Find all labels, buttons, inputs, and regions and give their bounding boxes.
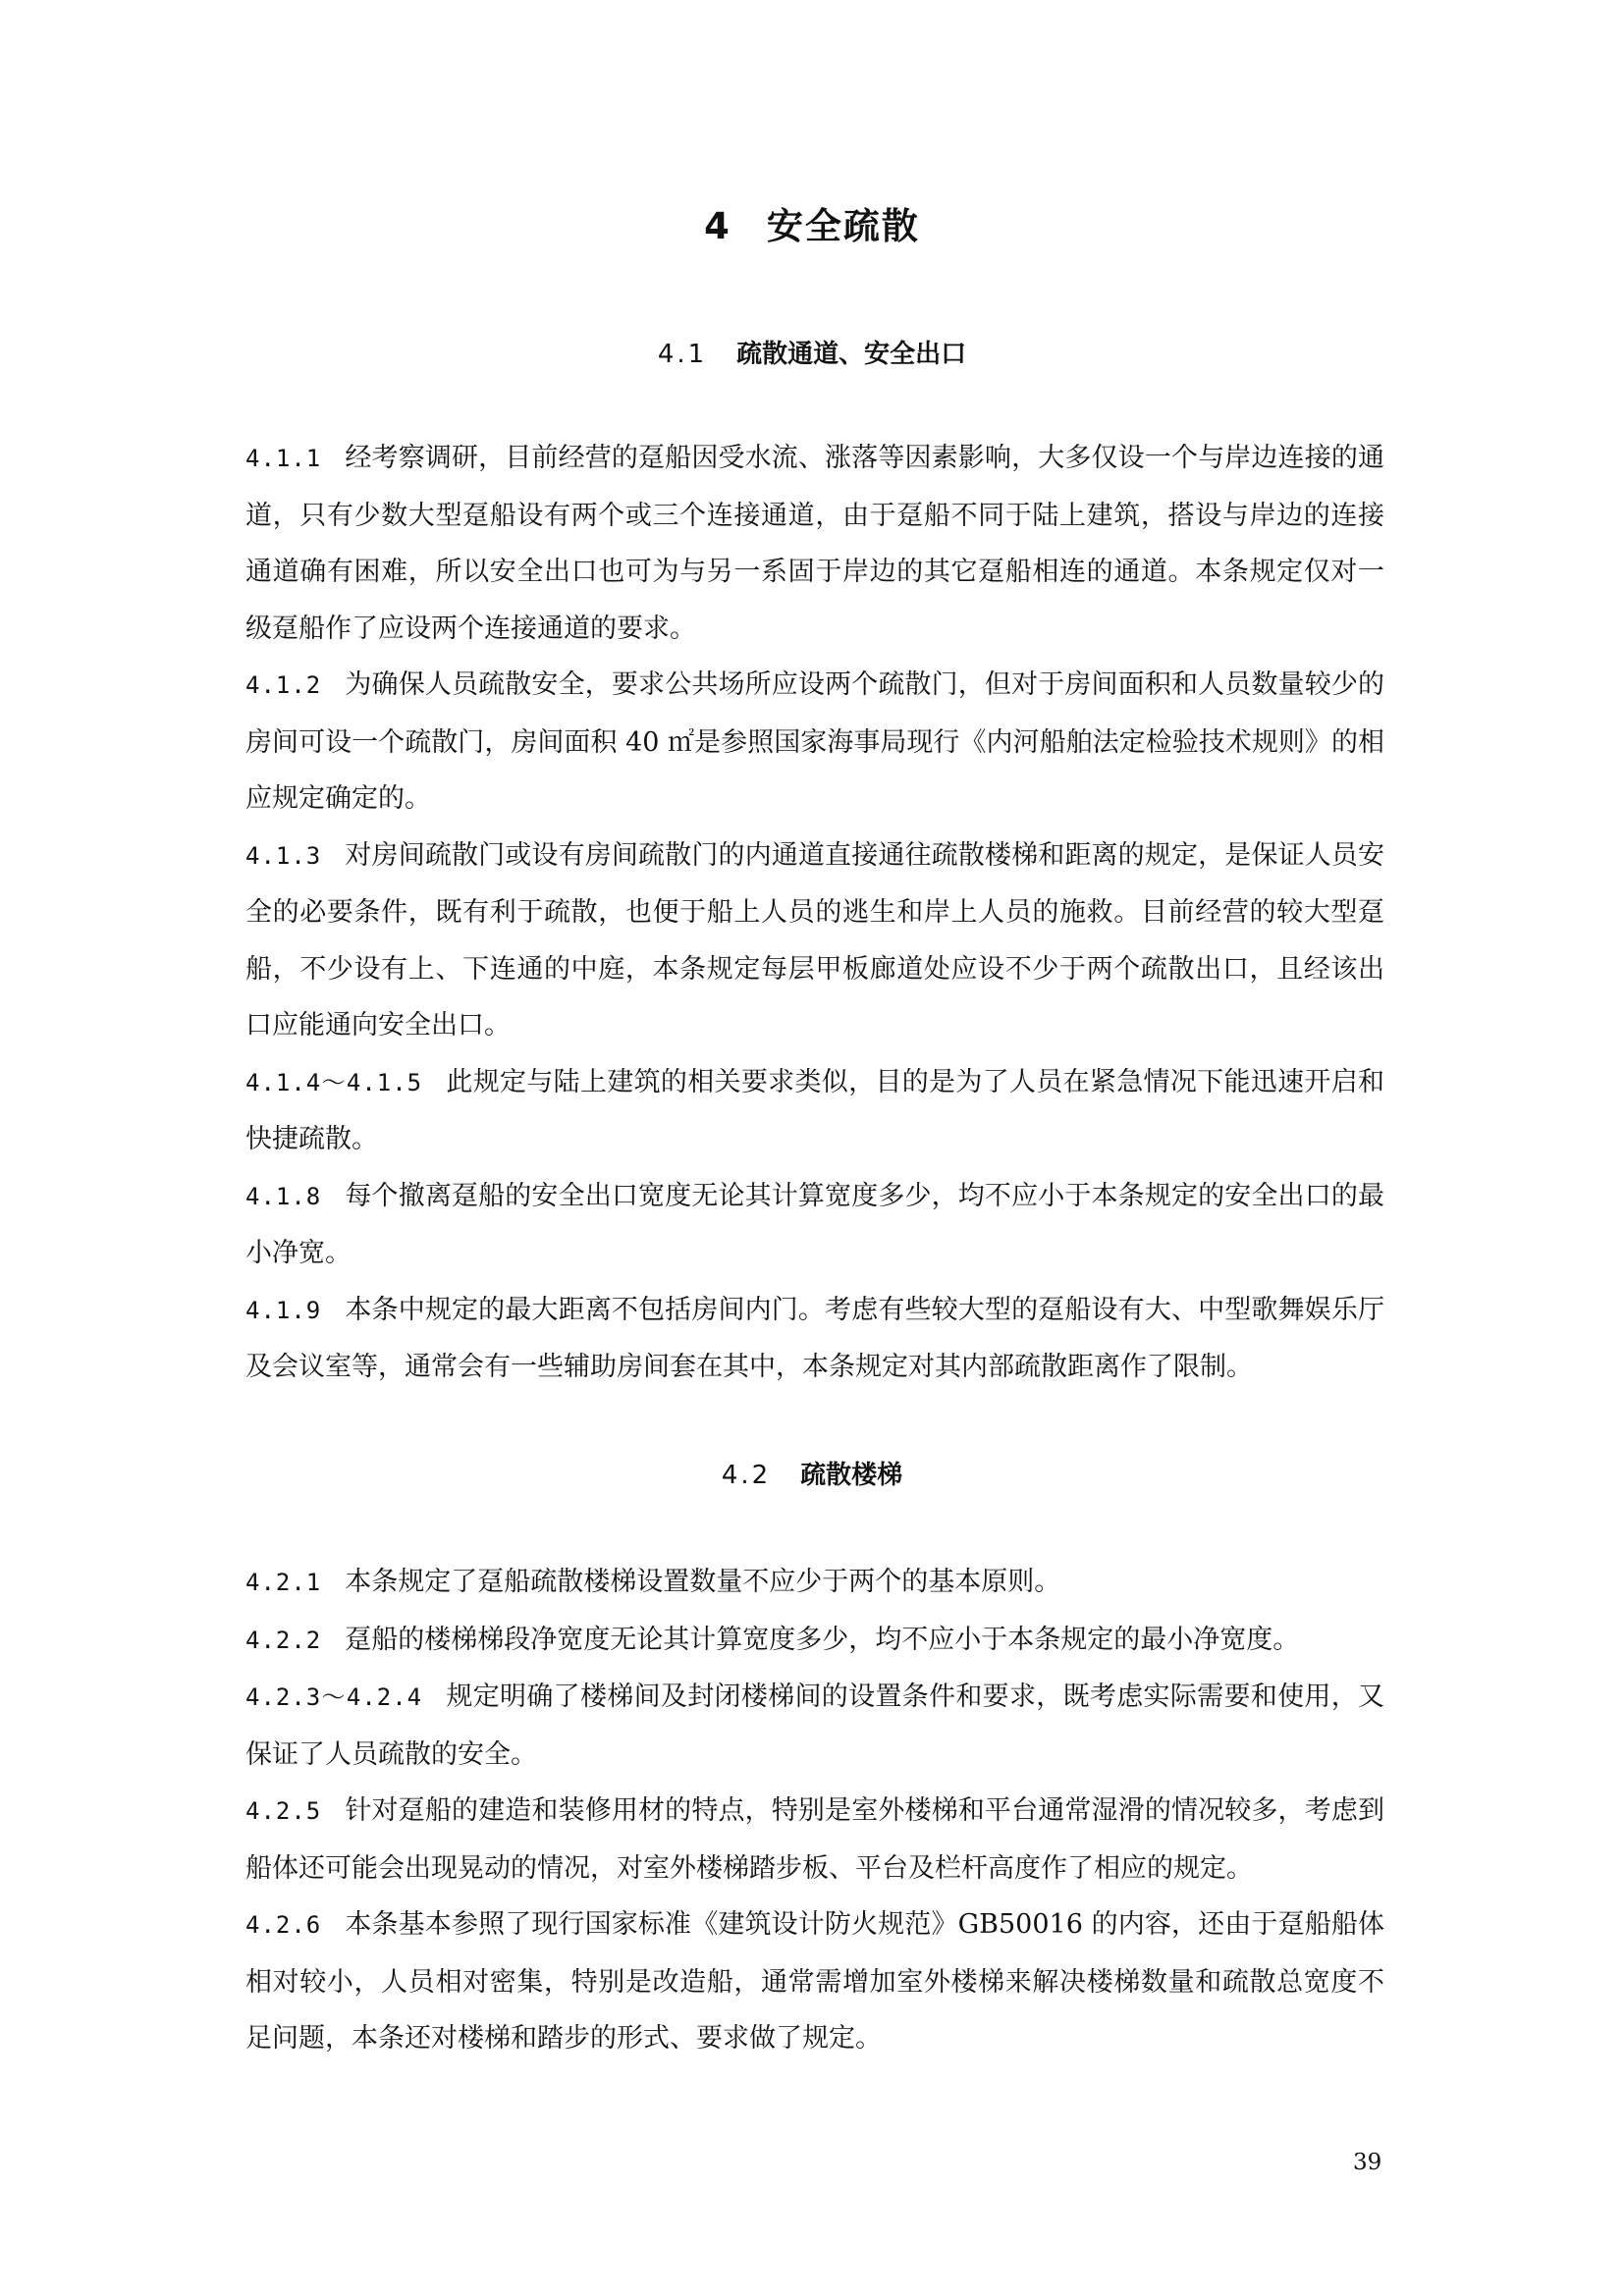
section-number: 4.2 — [721, 1461, 772, 1490]
clause-text: 趸船的楼梯梯段净宽度无论其计算宽度多少，均不应小于本条规定的最小净宽度。 — [345, 1624, 1300, 1655]
clause-paragraph — [245, 430, 1384, 657]
clause-text: 本条中规定的最大距离不包括房间内门。考虑有些较大型的趸船设有大、中型歌舞娱乐厅及会议室等，通常会有一些辅助房间套在其中，本条规定对其内部疏散距离作了限制。 — [245, 1294, 1384, 1382]
section-title: 疏散楼梯 — [800, 1461, 903, 1490]
chapter-title — [0, 196, 1624, 249]
clause-number: 4.1.1 — [245, 445, 322, 472]
clause-paragraph — [245, 1669, 1384, 1783]
clause-paragraph — [245, 828, 1384, 1054]
clause-number: 4.2.3～4.2.4 — [245, 1683, 423, 1711]
clause-paragraph — [245, 1612, 1384, 1670]
clause-paragraph — [245, 1896, 1384, 2067]
clause-number: 4.1.2 — [245, 671, 322, 699]
clause-number: 4.1.4～4.1.5 — [245, 1068, 423, 1096]
clause-paragraph — [245, 1054, 1384, 1168]
clause-number: 4.2.6 — [245, 1911, 322, 1939]
clause-text: 本条规定了趸船疏散楼梯设置数量不应少于两个的基本原则。 — [345, 1567, 1061, 1597]
clause-paragraph — [245, 1168, 1384, 1282]
clause-paragraph — [245, 1783, 1384, 1896]
clause-number: 4.1.9 — [245, 1296, 322, 1324]
clause-text: 此规定与陆上建筑的相关要求类似，目的是为了人员在紧急情况下能迅速开启和快捷疏散。 — [245, 1066, 1385, 1154]
clause-paragraph — [245, 1554, 1384, 1612]
section-title: 疏散通道、安全出口 — [736, 340, 967, 369]
clause-text: 针对趸船的建造和装修用材的特点，特别是室外楼梯和平台通常湿滑的情况较多，考虑到船体还可能会出现晃动的情况，对室外楼梯踏步板、平台及栏杆高度作了相应的规定。 — [245, 1795, 1384, 1884]
clause-text: 对房间疏散门或设有房间疏散门的内通道直接通往疏散楼梯和距离的规定，是保证人员安全的必要条件，既有利于疏散，也便于船上人员的逃生和岸上人员的施救。目前经营的较大型趸船，不少设有上、下连通的中庭，本条规定每层甲板廊道处应设不少于两个疏散出口，且经该出口应能通向安全出口。 — [245, 839, 1384, 1041]
section-heading-4-1 — [0, 334, 1624, 370]
clause-number: 4.1.8 — [245, 1182, 322, 1210]
clause-number: 4.1.3 — [245, 841, 322, 870]
page-number: 39 — [1353, 2150, 1382, 2175]
section-4-2-body — [245, 1554, 1384, 2067]
clause-text: 经考察调研，目前经营的趸船因受水流、涨落等因素影响，大多仅设一个与岸边连接的通道，只有少数大型趸船设有两个或三个连接通道，由于趸船不同于陆上建筑，搭设与岸边的连接通道确有困难，所以安全出口也可为与另一系固于岸边的其它趸船相连的通道。本条规定仅对一级趸船作了应设两个连接通道的要求。 — [245, 443, 1384, 644]
clause-paragraph — [245, 657, 1384, 828]
clause-paragraph — [245, 1282, 1384, 1396]
chapter-title-text: 安全疏散 — [766, 205, 920, 247]
clause-text: 每个撤离趸船的安全出口宽度无论其计算宽度多少，均不应小于本条规定的安全出口的最小净宽。 — [245, 1180, 1384, 1268]
section-heading-4-2 — [0, 1455, 1624, 1491]
clause-number: 4.2.5 — [245, 1797, 322, 1825]
clause-text: 规定明确了楼梯间及封闭楼梯间的设置条件和要求，既考虑实际需要和使用，又保证了人员疏散的安全。 — [245, 1682, 1385, 1770]
section-number: 4.1 — [657, 340, 708, 369]
clause-text: 为确保人员疏散安全，要求公共场所应设两个疏散门，但对于房间面积和人员数量较少的房间可设一个疏散门，房间面积 40 ㎡是参照国家海事局现行《内河船舶法定检验技术规则》的相应规定确定的。 — [245, 669, 1384, 814]
clause-number: 4.2.2 — [245, 1626, 322, 1654]
section-4-1-body — [245, 430, 1384, 1396]
clause-text: 本条基本参照了现行国家标准《建筑设计防火规范》GB50016 的内容，还由于趸船船体相对较小，人员相对密集，特别是改造船，通常需增加室外楼梯来解决楼梯数量和疏散总宽度不足问题，本条还对楼梯和踏步的形式、要求做了规定。 — [245, 1909, 1384, 2054]
chapter-number: 4 — [704, 205, 731, 247]
clause-number: 4.2.1 — [245, 1569, 322, 1596]
